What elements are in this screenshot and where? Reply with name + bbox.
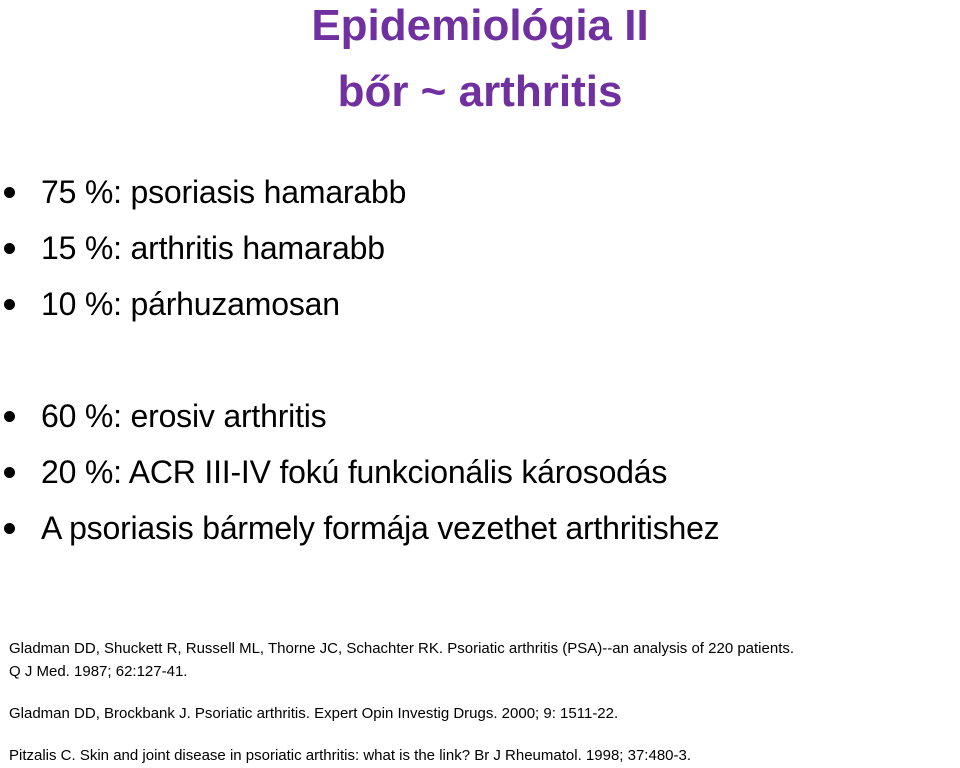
bullet-text: 10 %: párhuzamosan — [41, 286, 340, 322]
bullet-text: 75 %: psoriasis hamarabb — [41, 174, 407, 210]
bullet-text: 20 %: ACR III-IV fokú funkcionális károsodás — [41, 454, 668, 490]
slide-title-line-1: Epidemiológia II — [311, 1, 649, 50]
bullet-dot-icon — [4, 411, 15, 422]
bullet-text: A psoriasis bármely formája vezethet arthritishez — [41, 510, 720, 546]
bullet-dot-icon — [4, 299, 15, 310]
reference-1-line-1: Gladman DD, Shuckett R, Russell ML, Thorne JC, Schachter RK. Psoriatic arthritis (PSA)--an analysis of 220 patients. — [9, 640, 795, 657]
slide-title-line-2: bőr ~ arthritis — [337, 67, 623, 116]
bullet-text: 15 %: arthritis hamarabb — [41, 230, 385, 266]
bullet-dot-icon — [4, 523, 15, 534]
reference-2: Gladman DD, Brockbank J. Psoriatic arthritis. Expert Opin Investig Drugs. 2000; 9: 1511-22. — [9, 705, 619, 722]
reference-1-line-2: Q J Med. 1987; 62:127-41. — [9, 663, 188, 680]
bullet-text: 60 %: erosiv arthritis — [41, 398, 327, 434]
reference-3: Pitzalis C. Skin and joint disease in psoriatic arthritis: what is the link? Br J Rheumatol. 1998; 37:480-3. — [9, 747, 692, 764]
bullet-dot-icon — [4, 467, 15, 478]
bullet-dot-icon — [4, 187, 15, 198]
bullet-dot-icon — [4, 243, 15, 254]
